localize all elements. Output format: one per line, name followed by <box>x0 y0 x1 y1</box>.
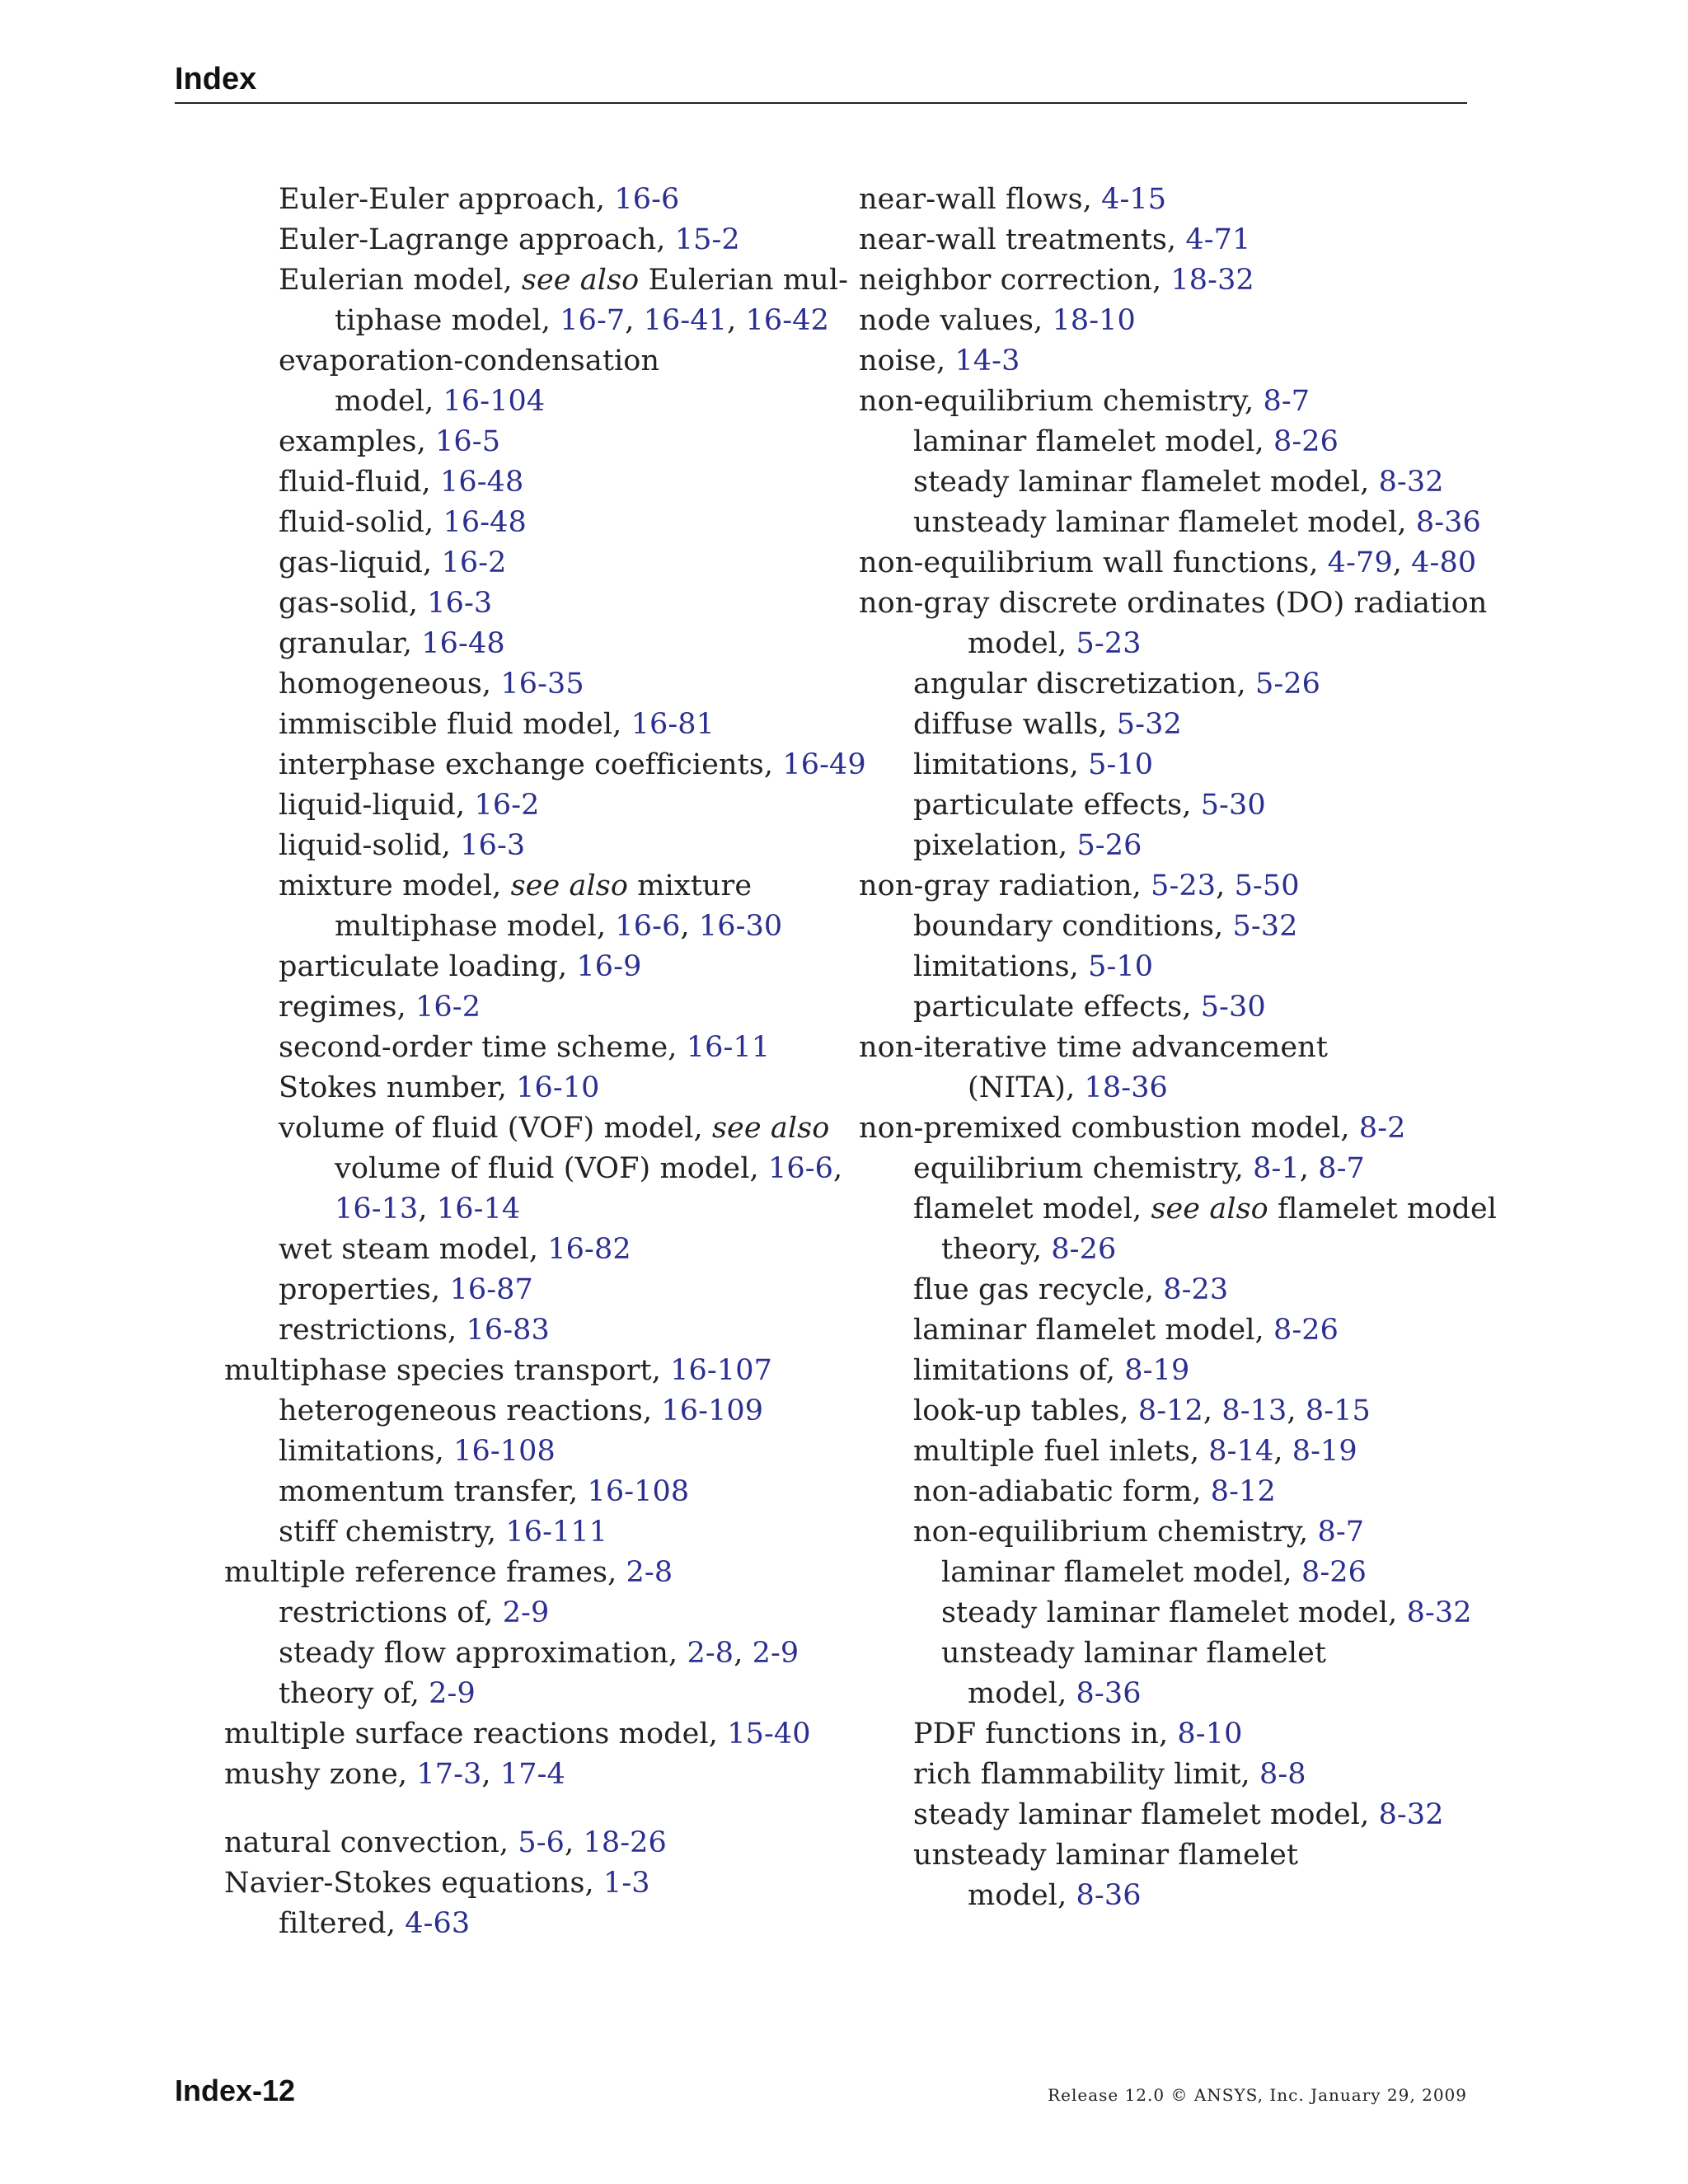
index-entry <box>224 260 851 301</box>
entry-text: non-gray discrete ordinates (DO) radiation <box>859 587 1488 620</box>
page-reference-link[interactable]: 15-40 <box>727 1718 811 1750</box>
page-reference-link[interactable]: 16-108 <box>587 1475 690 1508</box>
entry-text: restrictions, <box>279 1314 467 1347</box>
entry-text: fluid-fluid, <box>279 466 440 499</box>
index-entry <box>224 785 851 826</box>
page-reference-link[interactable]: 5-50 <box>1234 869 1300 902</box>
index-entry <box>859 664 1485 705</box>
page-reference-link[interactable]: 8-23 <box>1163 1273 1229 1306</box>
entry-text: near-wall flows, <box>859 183 1102 216</box>
index-entry <box>224 341 851 382</box>
see-also-text: see also <box>521 264 640 297</box>
entry-text: neighbor correction, <box>859 264 1171 297</box>
index-entry <box>224 1432 851 1472</box>
page-reference-link[interactable]: 8-12 <box>1210 1475 1276 1508</box>
index-entry <box>859 907 1485 947</box>
page-reference-link[interactable]: 8-32 <box>1378 1798 1444 1831</box>
page-reference-link[interactable]: 17-3 <box>416 1758 482 1791</box>
index-entry <box>859 745 1485 785</box>
entry-text: Eulerian model, <box>279 264 522 297</box>
index-entry <box>224 1028 851 1068</box>
entry-text: PDF functions in, <box>913 1718 1178 1750</box>
page-reference-link[interactable]: 8-7 <box>1317 1516 1365 1549</box>
entry-text: liquid-liquid, <box>279 789 475 822</box>
index-entry <box>224 1553 851 1593</box>
page-reference-link[interactable]: 16-35 <box>500 668 584 701</box>
page-reference-link[interactable]: 16-104 <box>443 385 546 418</box>
entry-text: non-equilibrium chemistry, <box>913 1516 1318 1549</box>
page-reference-link[interactable]: 16-42 <box>745 304 829 337</box>
index-entry: equilibrium chemistry, 8-1, 8-7 <box>913 1152 1365 1185</box>
index-entry <box>859 1633 1485 1674</box>
page-reference-link[interactable]: 14-3 <box>954 344 1020 377</box>
page-reference-link[interactable]: 16-3 <box>460 829 526 862</box>
page-reference-link[interactable]: 5-10 <box>1088 950 1154 983</box>
index-entry <box>859 382 1485 422</box>
index-entry <box>224 1068 851 1108</box>
entry-text: mushy zone, <box>224 1758 417 1791</box>
entry-text: limitations, <box>913 950 1089 983</box>
index-entry <box>859 260 1485 301</box>
entry-text: non-equilibrium wall functions, <box>859 546 1328 579</box>
page-reference-link[interactable]: 5-30 <box>1200 789 1266 822</box>
entry-text: volume of fluid (VOF) model, <box>279 1112 712 1145</box>
entry-text: homogeneous, <box>279 668 501 701</box>
entry-text: regimes, <box>279 991 416 1024</box>
page-reference-link[interactable]: 2-8 <box>687 1637 734 1670</box>
index-entry <box>224 1230 851 1270</box>
entry-text: non-premixed combustion model, <box>859 1112 1359 1145</box>
entry-text: Eulerian mul- <box>639 264 849 297</box>
entry-text: evaporation-condensation <box>279 344 660 377</box>
page-reference-link[interactable]: 5-10 <box>1088 748 1154 781</box>
page-reference-link[interactable]: 8-26 <box>1273 425 1339 458</box>
page-reference-link[interactable]: 17-4 <box>499 1758 565 1791</box>
index-entry <box>224 1863 851 1904</box>
page-reference-link[interactable]: 16-5 <box>435 425 501 458</box>
index-entry <box>859 947 1485 987</box>
page-reference-link[interactable]: 8-19 <box>1124 1354 1190 1387</box>
page-reference-link[interactable]: 16-81 <box>631 708 715 741</box>
page-reference-link[interactable]: 16-49 <box>782 748 866 781</box>
entry-text: non-iterative time advancement <box>859 1031 1328 1064</box>
see-also-text: see also <box>1151 1193 1268 1226</box>
entry-text: multiple reference frames, <box>224 1556 626 1589</box>
page-reference-link[interactable]: 18-26 <box>583 1826 667 1859</box>
index-entry <box>224 1904 851 1944</box>
entry-text: restrictions of, <box>279 1596 503 1629</box>
page-reference-link[interactable]: 8-26 <box>1301 1556 1367 1589</box>
index-entry <box>859 1472 1485 1512</box>
page-reference-link[interactable]: 5-32 <box>1116 708 1182 741</box>
entry-text: model, <box>968 627 1076 660</box>
entry-text: filtered, <box>279 1907 406 1940</box>
entry-text: mixture model, <box>279 869 511 902</box>
index-entry <box>224 866 851 907</box>
page-reference-link[interactable]: 8-10 <box>1177 1718 1243 1750</box>
page-reference-link[interactable]: 16-111 <box>505 1516 608 1549</box>
index-entry <box>859 503 1485 543</box>
page-reference-link[interactable]: 2-8 <box>626 1556 673 1589</box>
index-entry <box>224 745 866 785</box>
entry-text: steady laminar flamelet model, <box>913 466 1379 499</box>
entry-text: mixture <box>628 869 753 902</box>
page-reference-link[interactable]: 18-10 <box>1052 304 1136 337</box>
index-entry <box>859 624 1485 664</box>
index-entry <box>859 1351 1485 1391</box>
index-entry <box>224 1593 851 1633</box>
page-reference-link[interactable]: 4-80 <box>1411 546 1477 579</box>
index-entry <box>224 543 851 583</box>
index-entry: natural convection, 5-6, 18-26 <box>224 1826 667 1859</box>
page-reference-link[interactable]: 16-10 <box>516 1071 600 1104</box>
index-entry <box>224 826 851 866</box>
entry-text: particulate effects, <box>913 991 1201 1024</box>
page-reference-link[interactable]: 16-11 <box>686 1031 771 1064</box>
entry-text: gas-solid, <box>279 587 428 620</box>
index-entry <box>224 583 851 624</box>
entry-text: flamelet model <box>1268 1193 1498 1226</box>
page-reference-link[interactable]: 8-14 <box>1208 1435 1274 1468</box>
page-reference-link[interactable]: 16-13 <box>335 1193 419 1226</box>
entry-text: flamelet model, <box>913 1193 1151 1226</box>
entry-text: wet steam model, <box>279 1233 548 1266</box>
entry-text: heterogeneous reactions, <box>279 1394 662 1427</box>
index-entry <box>224 422 851 462</box>
page-reference-link[interactable]: 16-48 <box>421 627 505 660</box>
page-footer <box>175 2074 1467 2115</box>
page-reference-link[interactable]: 16-48 <box>443 506 527 539</box>
entry-text: rich flammability limit, <box>913 1758 1259 1791</box>
page-reference-link[interactable]: 16-2 <box>415 991 481 1024</box>
entry-text: laminar flamelet model, <box>913 425 1273 458</box>
entry-text: examples, <box>279 425 436 458</box>
page-reference-link[interactable]: 8-1 <box>1253 1152 1300 1185</box>
entry-text: non-adiabatic form, <box>913 1475 1211 1508</box>
index-entry <box>859 1714 1485 1755</box>
page-reference-link[interactable]: 8-36 <box>1415 506 1481 539</box>
entry-text: limitations of, <box>913 1354 1125 1387</box>
index-entry <box>224 462 851 503</box>
entry-text: near-wall treatments, <box>859 223 1186 256</box>
page-reference-link[interactable]: 2-9 <box>752 1637 799 1670</box>
index-entry <box>224 664 851 705</box>
entry-text: volume of fluid (VOF) model, <box>335 1152 768 1185</box>
running-header-title: Index <box>175 62 257 96</box>
page-reference-link[interactable]: 16-6 <box>614 183 680 216</box>
page-reference-link[interactable]: 5-26 <box>1254 668 1320 701</box>
entry-text: unsteady laminar flamelet <box>941 1637 1327 1670</box>
index-entry <box>859 422 1485 462</box>
entry-text: particulate effects, <box>913 789 1201 822</box>
page-reference-link[interactable]: 1-3 <box>603 1867 650 1900</box>
page-reference-link[interactable]: 4-71 <box>1185 223 1251 256</box>
entry-text: multiphase species transport, <box>224 1354 671 1387</box>
index-entry <box>224 624 851 664</box>
page-reference-link[interactable]: 4-79 <box>1327 546 1393 579</box>
entry-text: equilibrium chemistry, <box>913 1152 1254 1185</box>
entry-text: Euler-Euler approach, <box>279 183 615 216</box>
page-reference-link[interactable]: 18-32 <box>1170 264 1254 297</box>
page-reference-link[interactable]: 16-14 <box>436 1193 521 1226</box>
index-entry <box>859 1270 1485 1310</box>
entry-text: laminar flamelet model, <box>941 1556 1301 1589</box>
index-entry <box>859 1068 1485 1108</box>
entry-text: second-order time scheme, <box>279 1031 687 1064</box>
index-entry <box>859 1593 1485 1633</box>
page-reference-link[interactable]: 8-13 <box>1221 1394 1287 1427</box>
index-entry: non-gray radiation, 5-23, 5-50 <box>859 869 1300 902</box>
page-reference-link[interactable]: 16-83 <box>466 1314 550 1347</box>
index-entry <box>224 1714 851 1755</box>
index-entry <box>859 1028 1485 1068</box>
page-number: Index-12 <box>175 2074 296 2107</box>
entry-text: node values, <box>859 304 1053 337</box>
index-section-gap <box>224 1795 851 1823</box>
page-reference-link[interactable]: 4-15 <box>1101 183 1167 216</box>
entry-text: theory of, <box>279 1677 429 1710</box>
index-entry <box>859 583 1488 624</box>
entry-text: steady laminar flamelet model, <box>913 1798 1379 1831</box>
entry-text: (NITA), <box>968 1071 1085 1104</box>
page-reference-link[interactable]: 16-41 <box>643 304 728 337</box>
entry-text: momentum transfer, <box>279 1475 588 1508</box>
index-entry <box>859 220 1485 260</box>
release-info: Release 12.0 © ANSYS, Inc. January 29, 2009 <box>1048 2085 1467 2105</box>
entry-text: liquid-solid, <box>279 829 461 862</box>
entry-text: properties, <box>279 1273 450 1306</box>
index-entry: mushy zone, 17-3, 17-4 <box>224 1758 565 1791</box>
page-reference-link[interactable]: 16-2 <box>441 546 507 579</box>
page-reference-link[interactable]: 8-7 <box>1318 1152 1365 1185</box>
entry-text: Navier-Stokes equations, <box>224 1867 603 1900</box>
index-entry <box>224 1512 851 1553</box>
index-entry: 16-13, 16-14 <box>335 1193 521 1226</box>
see-also-text: see also <box>711 1112 830 1145</box>
index-entry <box>859 826 1485 866</box>
entry-text: model, <box>968 1879 1076 1912</box>
index-entry <box>859 1512 1485 1553</box>
page-reference-link[interactable]: 8-32 <box>1378 466 1444 499</box>
entry-text: limitations, <box>279 1435 454 1468</box>
entry-text: steady flow approximation, <box>279 1637 687 1670</box>
entry-text: noise, <box>859 344 955 377</box>
page-reference-link[interactable]: 2-9 <box>429 1677 476 1710</box>
entry-text: limitations, <box>913 748 1089 781</box>
page-reference-link[interactable]: 16-6 <box>767 1152 833 1185</box>
page-reference-link[interactable]: 8-19 <box>1292 1435 1357 1468</box>
entry-text: model, <box>335 385 443 418</box>
page-reference-link[interactable]: 8-26 <box>1051 1233 1117 1266</box>
entry-text: multiphase model, <box>335 910 616 943</box>
entry-text: boundary conditions, <box>913 910 1233 943</box>
index-entry <box>859 1835 1485 1876</box>
entry-text: multiple surface reactions model, <box>224 1718 728 1750</box>
page-reference-link[interactable]: 16-109 <box>661 1394 764 1427</box>
page-reference-link[interactable]: 16-82 <box>547 1233 631 1266</box>
index-entry <box>859 1189 1498 1230</box>
page-reference-link[interactable]: 8-7 <box>1263 385 1311 418</box>
index-entry <box>859 785 1485 826</box>
index-entry <box>224 947 851 987</box>
index-entry: look-up tables, 8-12, 8-13, 8-15 <box>913 1394 1371 1427</box>
page-reference-link[interactable]: 16-87 <box>449 1273 533 1306</box>
entry-text: theory, <box>941 1233 1052 1266</box>
page-reference-link[interactable]: 5-30 <box>1200 991 1266 1024</box>
index-entry <box>859 341 1485 382</box>
index-entry <box>224 987 851 1028</box>
entry-text: Stokes number, <box>279 1071 517 1104</box>
page-reference-link[interactable]: 16-7 <box>560 304 626 337</box>
index-entry <box>859 180 1485 220</box>
page-reference-link[interactable]: 18-36 <box>1084 1071 1168 1104</box>
entry-text: laminar flamelet model, <box>913 1314 1273 1347</box>
page-reference-link[interactable]: 8-36 <box>1076 1677 1142 1710</box>
entry-text: flue gas recycle, <box>913 1273 1164 1306</box>
index-entry <box>859 1230 1485 1270</box>
entry-text: diffuse walls, <box>913 708 1117 741</box>
index-entry <box>224 705 851 745</box>
index-entry <box>859 705 1485 745</box>
entry-text: gas-liquid, <box>279 546 442 579</box>
entry-text: look-up tables, <box>913 1394 1138 1427</box>
entry-text: non-gray radiation, <box>859 869 1151 902</box>
page-reference-link[interactable]: 16-9 <box>576 950 642 983</box>
index-column-left <box>224 180 866 1944</box>
index-entry <box>224 180 851 220</box>
entry-text: angular discretization, <box>913 668 1255 701</box>
index-entry <box>224 1391 851 1432</box>
page-reference-link[interactable]: 2-9 <box>502 1596 550 1629</box>
entry-text: unsteady laminar flamelet <box>913 1839 1299 1872</box>
index-entry <box>224 503 851 543</box>
see-also-text: see also <box>510 869 629 902</box>
entry-text: fluid-solid, <box>279 506 443 539</box>
page-reference-link[interactable]: 5-26 <box>1076 829 1142 862</box>
page-reference-link[interactable]: 5-23 <box>1151 869 1217 902</box>
index-entry: tiphase model, 16-7, 16-41, 16-42 <box>335 304 829 337</box>
index-column-right <box>859 180 1498 1916</box>
index-entry <box>224 1108 851 1149</box>
entry-text: immiscible fluid model, <box>279 708 631 741</box>
page-reference-link[interactable]: 16-108 <box>453 1435 556 1468</box>
index-entry <box>224 220 851 260</box>
page-reference-link[interactable]: 16-107 <box>670 1354 772 1387</box>
entry-text: natural convection, <box>224 1826 518 1859</box>
entry-text: Euler-Lagrange approach, <box>279 223 675 256</box>
index-entry <box>859 462 1485 503</box>
index-entry: steady flow approximation, 2-8, 2-9 <box>279 1637 799 1670</box>
entry-text: non-equilibrium chemistry, <box>859 385 1264 418</box>
index-entry: non-equilibrium wall functions, 4-79, 4-80 <box>859 546 1477 579</box>
page-reference-link[interactable]: 16-2 <box>474 789 540 822</box>
entry-text: model, <box>968 1677 1076 1710</box>
entry-text: particulate loading, <box>279 950 577 983</box>
page-header <box>175 59 1467 104</box>
entry-text: stiff chemistry, <box>279 1516 506 1549</box>
index-entry <box>224 1674 851 1714</box>
page-reference-link[interactable]: 16-48 <box>439 466 524 499</box>
index-entry <box>859 1310 1485 1351</box>
index-entry <box>224 1472 851 1512</box>
page-reference-link[interactable]: 8-26 <box>1273 1314 1339 1347</box>
entry-text: steady laminar flamelet model, <box>941 1596 1407 1629</box>
page-reference-link[interactable]: 4-63 <box>405 1907 471 1940</box>
index-entry <box>224 382 851 422</box>
page-reference-link[interactable]: 8-12 <box>1137 1394 1203 1427</box>
entry-text: tiphase model, <box>335 304 560 337</box>
page-reference-link[interactable]: 16-3 <box>427 587 493 620</box>
page-reference-link[interactable]: 15-2 <box>674 223 740 256</box>
index-entry <box>224 1310 851 1351</box>
page-reference-link[interactable]: 8-32 <box>1406 1596 1472 1629</box>
entry-text: granular, <box>279 627 422 660</box>
entry-text: unsteady laminar flamelet model, <box>913 506 1416 539</box>
index-entry: multiphase model, 16-6, 16-30 <box>335 910 783 943</box>
index-entry <box>859 1876 1485 1916</box>
page-reference-link[interactable]: 8-36 <box>1076 1879 1142 1912</box>
page-reference-link[interactable]: 5-6 <box>518 1826 565 1859</box>
index-entry <box>224 1351 851 1391</box>
index-entry <box>859 301 1485 341</box>
entry-text: pixelation, <box>913 829 1077 862</box>
page-reference-link[interactable]: 16-6 <box>615 910 681 943</box>
page-reference-link[interactable]: 8-8 <box>1259 1758 1306 1791</box>
page-reference-link[interactable]: 8-15 <box>1305 1394 1371 1427</box>
index-entry <box>859 1795 1485 1835</box>
page-reference-link[interactable]: 16-30 <box>698 910 783 943</box>
entry-text: multiple fuel inlets, <box>913 1435 1209 1468</box>
index-entry <box>224 1270 851 1310</box>
page-reference-link[interactable]: 5-32 <box>1232 910 1298 943</box>
index-entry <box>859 1553 1485 1593</box>
index-entry <box>859 987 1485 1028</box>
index-entry <box>859 1755 1485 1795</box>
index-entry <box>859 1674 1485 1714</box>
entry-text: interphase exchange coefficients, <box>279 748 783 781</box>
page-reference-link[interactable]: 5-23 <box>1076 627 1142 660</box>
page-reference-link[interactable]: 8-2 <box>1358 1112 1406 1145</box>
index-entry: volume of fluid (VOF) model, 16-6, <box>335 1152 843 1185</box>
index-entry <box>859 1108 1485 1149</box>
index-entry: multiple fuel inlets, 8-14, 8-19 <box>913 1435 1357 1468</box>
